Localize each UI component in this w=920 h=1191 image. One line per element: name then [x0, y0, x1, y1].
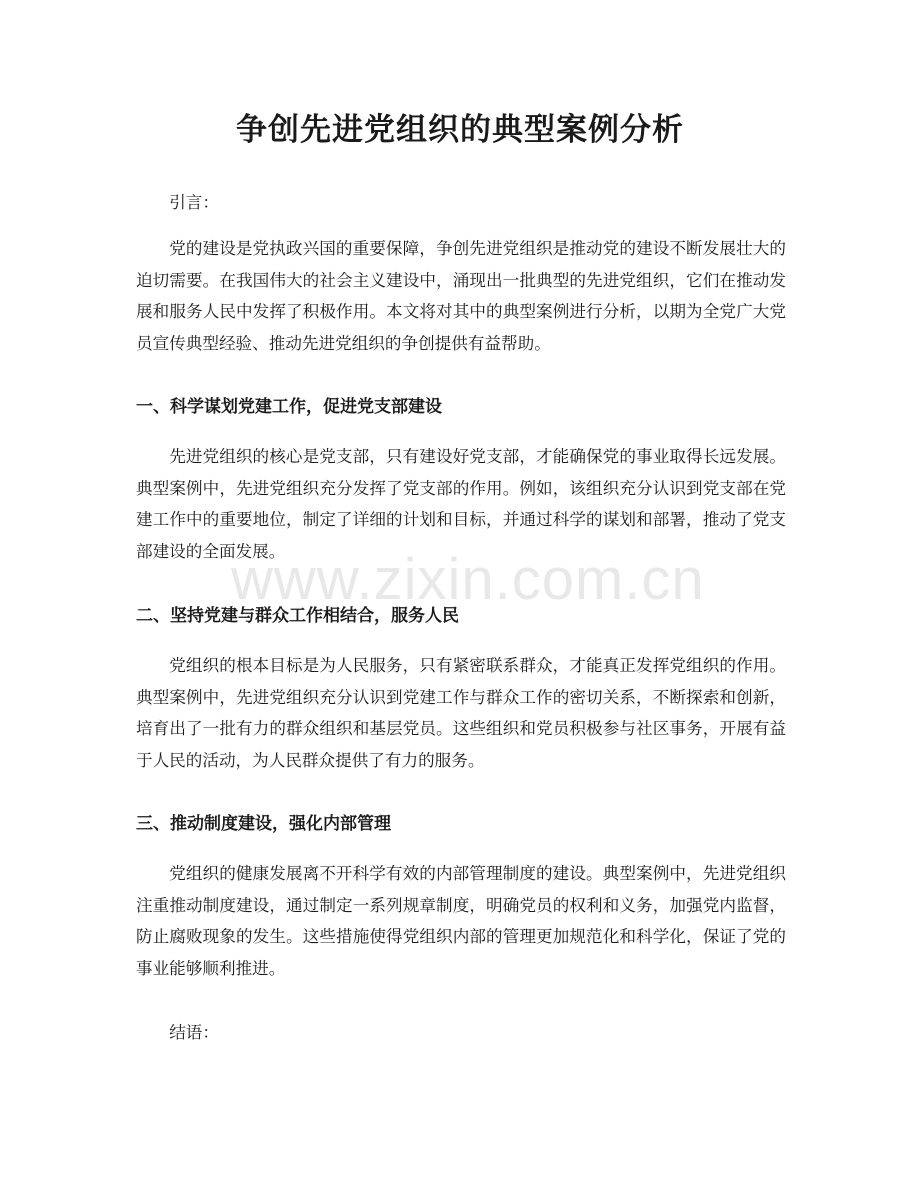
watermark: www.zixin.com.cn	[231, 547, 705, 612]
section-2-heading: 二、坚持党建与群众工作相结合，服务人民	[136, 606, 459, 626]
section-2-paragraph: 党组织的根本目标是为人民服务，只有紧密联系群众，才能真正发挥党组织的作用。典型案例中，先进党组织充分认识到党建工作与群众工作的密切关系，不断探索和创新，培育出了一批有力的群众组织和基层党员。这些组织和党员积极参与社区事务，开展有益于人民的活动，为人民群众提供了有力的服务。	[136, 656, 786, 770]
intro-paragraph: 党的建设是党执政兴国的重要保障，争创先进党组织是推动党的建设不断发展壮大的迫切需要。在我国伟大的社会主义建设中，涌现出一批典型的先进党组织，它们在推动发展和服务人民中发挥了积极作用。本文将对其中的典型案例进行分析，以期为全党广大党员宣传典型经验、推动先进党组织的争创提供有益帮助。	[136, 239, 786, 353]
section-1-paragraph: 先进党组织的核心是党支部，只有建设好党支部，才能确保党的事业取得长远发展。典型案例中，先进党组织充分发挥了党支部的作用。例如，该组织充分认识到党支部在党建工作中的重要地位，制定了详细的计划和目标，并通过科学的谋划和部署，推动了党支部建设的全面发展。	[136, 447, 786, 561]
intro-label: 引言：	[169, 193, 219, 212]
section-3-heading: 三、推动制度建设，强化内部管理	[136, 814, 391, 834]
section-3-paragraph: 党组织的健康发展离不开科学有效的内部管理制度的建设。典型案例中，先进党组织注重推动制度建设，通过制定一系列规章制度，明确党员的权利和义务，加强党内监督，防止腐败现象的发生。这些措施使得党组织内部的管理更加规范化和科学化，保证了党的事业能够顺利推进。	[136, 864, 786, 978]
conclusion-label: 结语：	[169, 1023, 219, 1042]
section-1-heading: 一、科学谋划党建工作，促进党支部建设	[136, 397, 442, 417]
document-title: 争创先进党组织的典型案例分析	[236, 112, 684, 148]
